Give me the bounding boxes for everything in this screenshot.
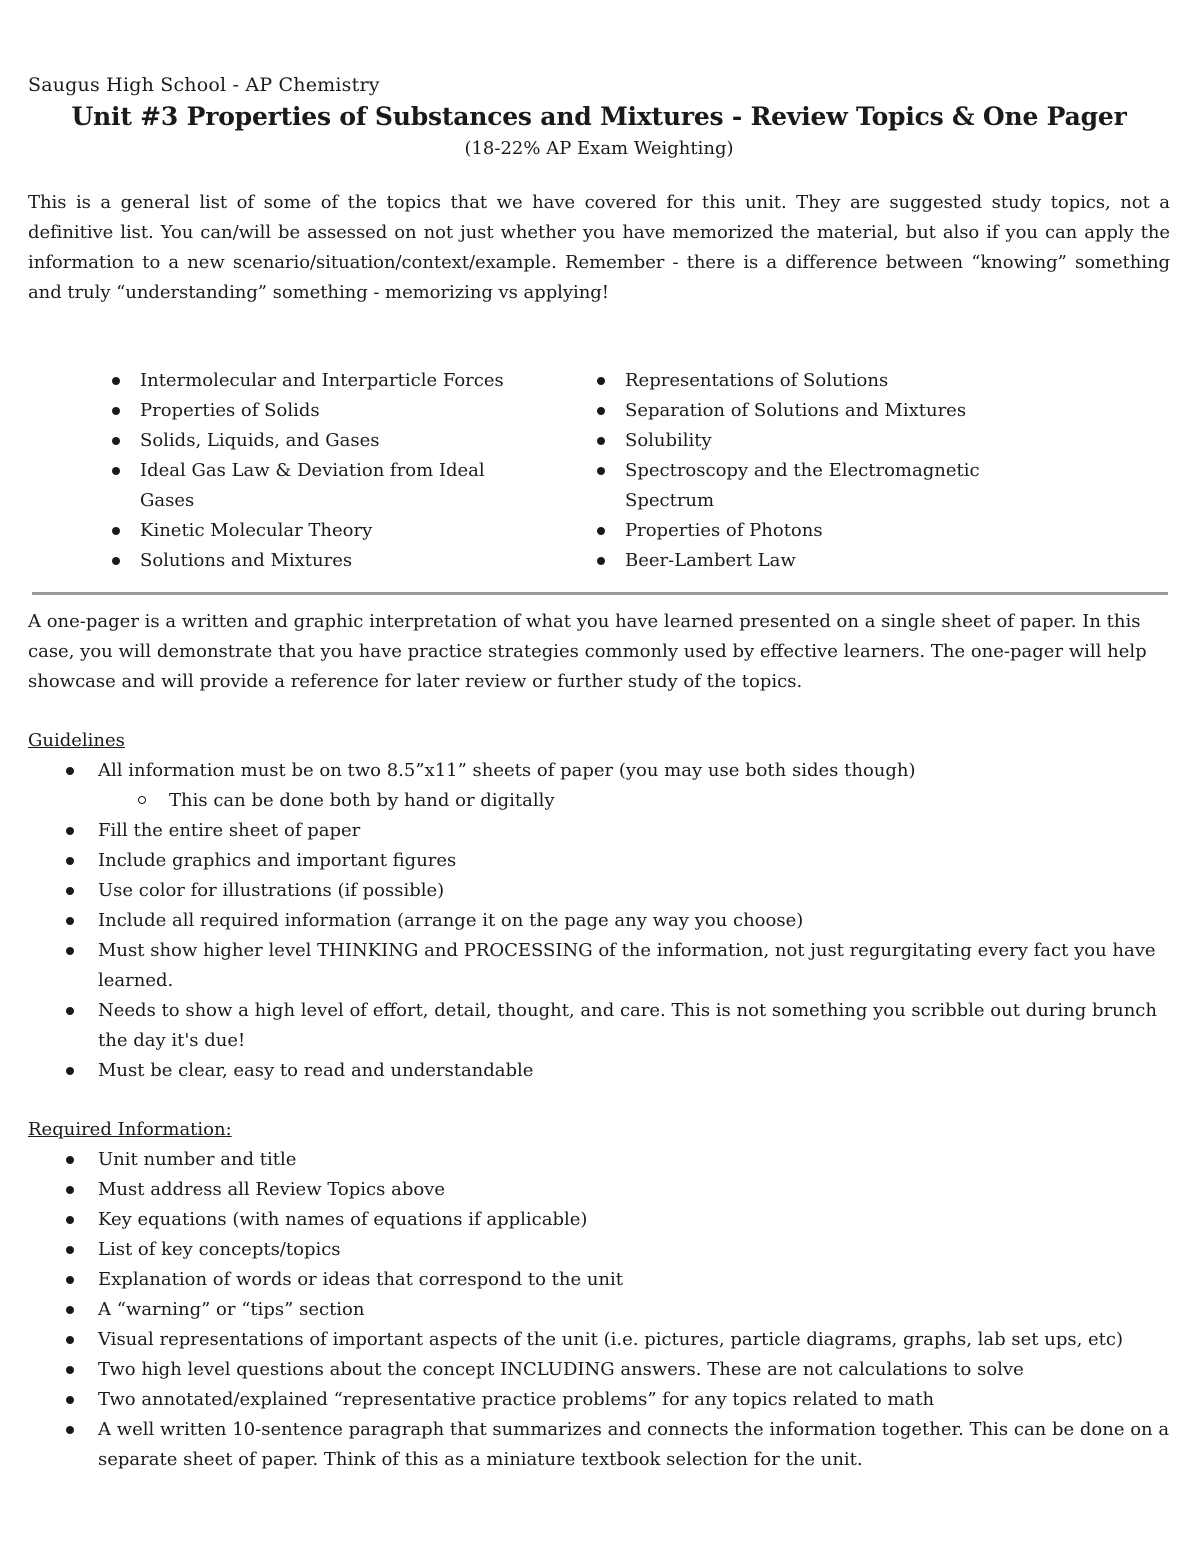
required-item: A well written 10-sentence paragraph that summarizes and connects the information together. This can be done on a separate sheet of paper. Think of this as a miniature textbook selection for the unit. — [28, 1415, 1170, 1475]
guideline-item: Include all required information (arrange it on the page any way you choose) — [28, 906, 1170, 936]
review-topics-left-column — [108, 366, 593, 576]
required-item: Must address all Review Topics above — [28, 1175, 1170, 1205]
guideline-item: All information must be on two 8.5”x11” sheets of paper (you may use both sides though) — [28, 756, 1170, 786]
guideline-item: Must be clear, easy to read and understandable — [28, 1056, 1170, 1086]
review-topic-item: Representations of Solutions — [593, 366, 1073, 396]
review-topic-item: Kinetic Molecular Theory — [108, 516, 593, 546]
required-item: Visual representations of important aspects of the unit (i.e. pictures, particle diagrams, graphs, lab set ups, etc) — [28, 1325, 1170, 1355]
one-pager-description: A one-pager is a written and graphic interpretation of what you have learned presented on a single sheet of paper. In this case, you will demonstrate that you have practice strategies commonly used by effective learners. The one-pager will help showcase and will provide a reference for later review or further study of the topics. — [28, 611, 1147, 692]
required-item: Explanation of words or ideas that correspond to the unit — [28, 1265, 1170, 1295]
required-info-list — [28, 1145, 1170, 1475]
review-topic-item: Solids, Liquids, and Gases — [108, 426, 593, 456]
intro-paragraph: This is a general list of some of the topics that we have covered for this unit. They are suggested study topics, not a definitive list. You can/will be assessed on not just whether you have memorized the material, but also if you can apply the information to a new scenario/situation/context/example. Remember - there is a difference between “knowing” something and truly “understanding” something - memorizing vs applying! — [28, 192, 1170, 303]
guideline-item: Fill the entire sheet of paper — [28, 816, 1170, 846]
required-item: Key equations (with names of equations if applicable) — [28, 1205, 1170, 1235]
guideline-item: Needs to show a high level of effort, detail, thought, and care. This is not something you scribble out during brunch the day it's due! — [28, 996, 1170, 1056]
school-course-line: Saugus High School - AP Chemistry — [28, 74, 380, 96]
review-topic-item: Beer-Lambert Law — [593, 546, 1073, 576]
exam-weighting: (18-22% AP Exam Weighting) — [464, 138, 734, 159]
review-topic-item: Solutions and Mixtures — [108, 546, 593, 576]
guideline-item: Must show higher level THINKING and PROCESSING of the information, not just regurgitating every fact you have learned. — [28, 936, 1170, 996]
guideline-subitem: This can be done both by hand or digitally — [28, 786, 1170, 816]
review-topic-item: Ideal Gas Law & Deviation from Ideal Gases — [108, 456, 593, 516]
review-topic-item: Spectroscopy and the Electromagnetic Spectrum — [593, 456, 1073, 516]
section-divider — [32, 592, 1168, 595]
guidelines-heading: Guidelines — [28, 730, 125, 751]
required-info-heading: Required Information: — [28, 1119, 232, 1140]
guidelines-list — [28, 756, 1170, 1086]
required-item: List of key concepts/topics — [28, 1235, 1170, 1265]
review-topic-item: Intermolecular and Interparticle Forces — [108, 366, 593, 396]
review-topic-item: Separation of Solutions and Mixtures — [593, 396, 1073, 426]
required-item: Two high level questions about the concept INCLUDING answers. These are not calculations to solve — [28, 1355, 1170, 1385]
review-topic-item: Properties of Solids — [108, 396, 593, 426]
required-item: Two annotated/explained “representative practice problems” for any topics related to math — [28, 1385, 1170, 1415]
review-topics-right-column — [593, 366, 1073, 576]
guideline-item: Use color for illustrations (if possible) — [28, 876, 1170, 906]
document-page — [28, 70, 1170, 1475]
guideline-item: Include graphics and important figures — [28, 846, 1170, 876]
required-item: Unit number and title — [28, 1145, 1170, 1175]
review-topics — [28, 366, 1170, 576]
required-item: A “warning” or “tips” section — [28, 1295, 1170, 1325]
page-title: Unit #3 Properties of Substances and Mixtures - Review Topics & One Pager — [71, 102, 1127, 131]
review-topic-item: Properties of Photons — [593, 516, 1073, 546]
review-topic-item: Solubility — [593, 426, 1073, 456]
